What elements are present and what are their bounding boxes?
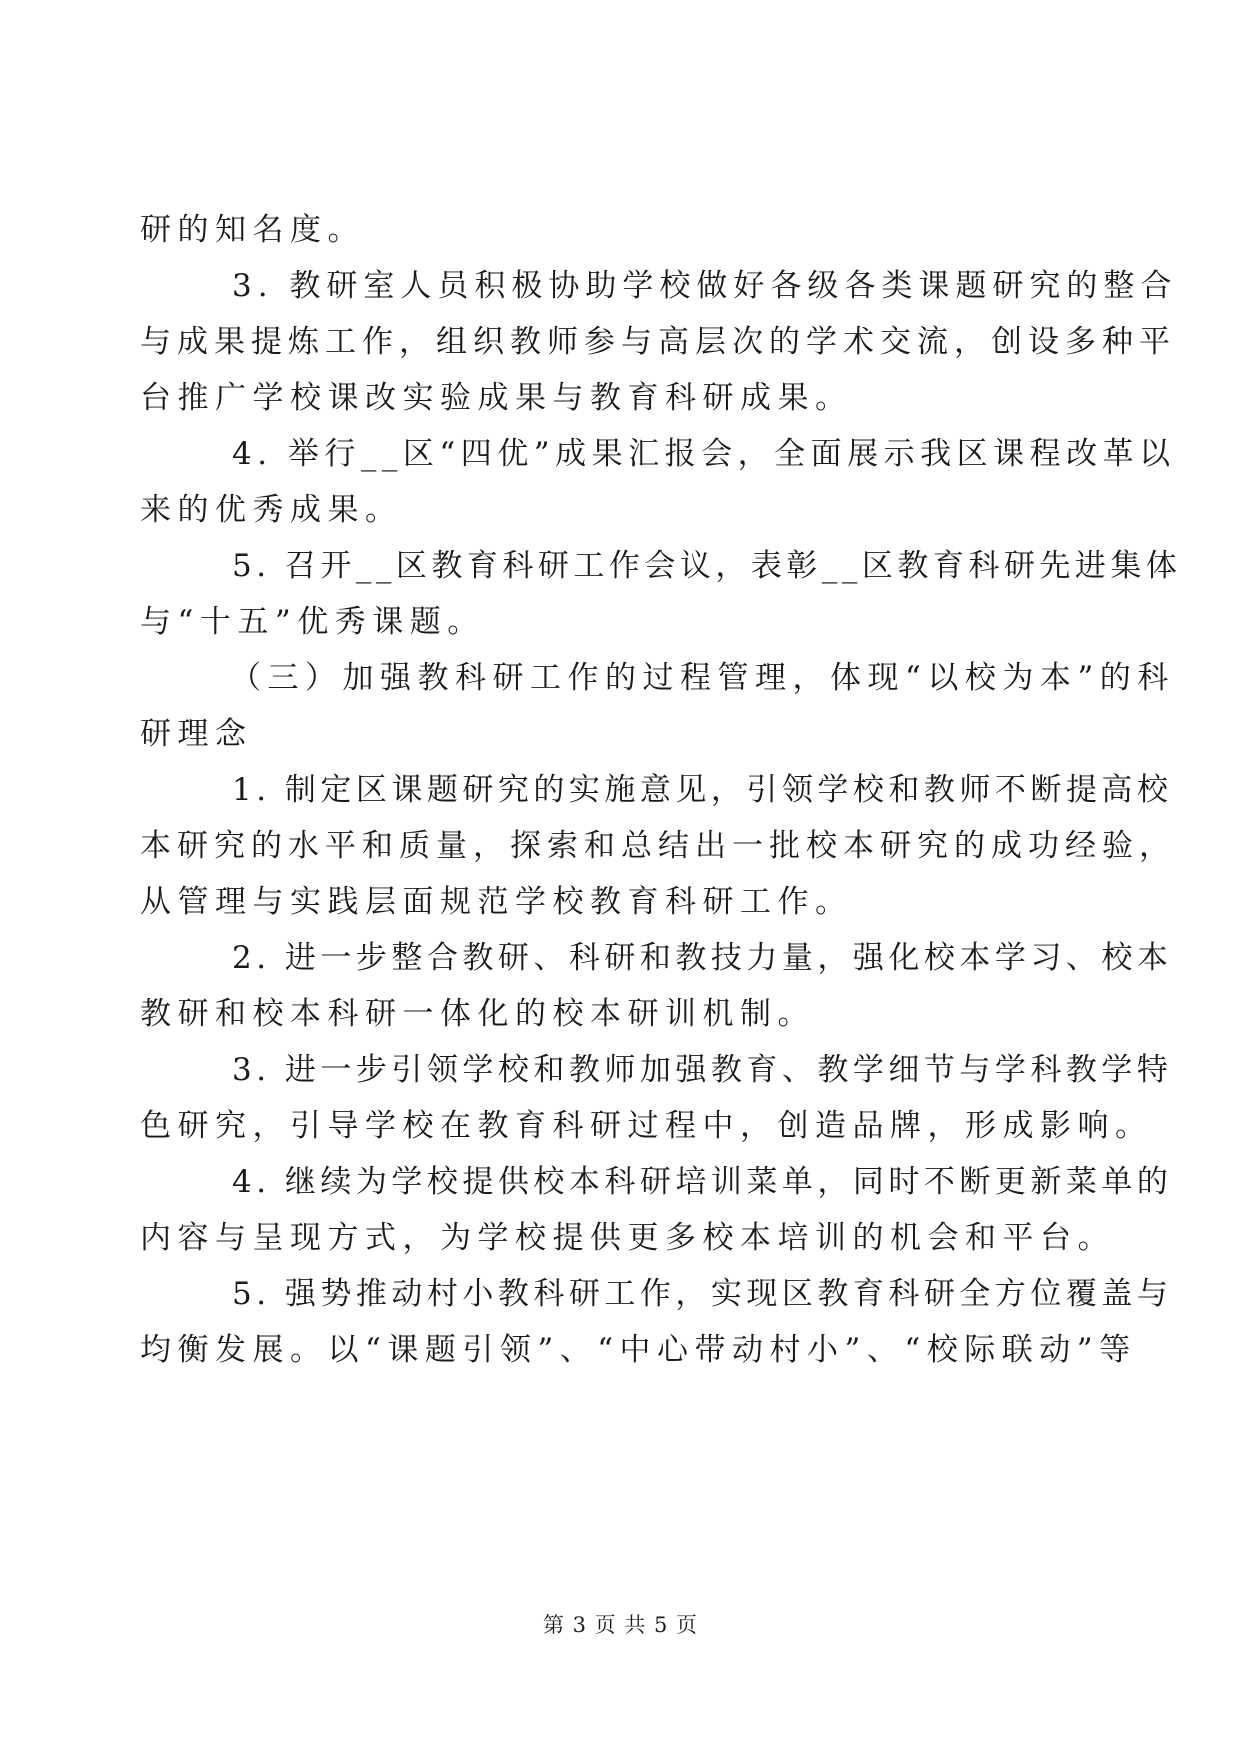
text-line: 5. 召开__区教育科研工作会议，表彰__区教育科研先进集体 — [232, 548, 1182, 584]
text-line: 研的知名度。 — [140, 212, 365, 248]
text-line: 3. 教研室人员积极协助学校做好各级各类课题研究的整合 — [232, 268, 1178, 304]
text-line: 色研究，引导学校在教育科研过程中，创造品牌，形成影响。 — [140, 1108, 1153, 1144]
page-number-footer: 第 3 页 共 5 页 — [542, 1613, 699, 1637]
text-line: 本研究的水平和质量，探索和总结出一批校本研究的成功经验， — [140, 828, 1176, 864]
text-line: 均衡发展。以“课题引领”、“中心带动村小”、“校际联动”等 — [140, 1332, 1137, 1368]
text-line: 与“十五”优秀课题。 — [140, 604, 485, 640]
text-line: 教研和校本科研一体化的校本研训机制。 — [140, 996, 815, 1032]
text-line: 3. 进一步引领学校和教师加强教育、教学细节与学科教学特 — [232, 1052, 1173, 1088]
text-line: 内容与呈现方式，为学校提供更多校本培训的机会和平台。 — [140, 1220, 1115, 1256]
text-line: 与成果提炼工作，组织教师参与高层次的学术交流，创设多种平 — [140, 324, 1176, 360]
text-line: 4. 举行__区“四优”成果汇报会，全面展示我区课程改革以 — [232, 436, 1176, 472]
text-line: 4. 继续为学校提供校本科研培训菜单，同时不断更新菜单的 — [232, 1164, 1173, 1200]
text-line: 5. 强势推动村小教科研工作，实现区教育科研全方位覆盖与 — [232, 1276, 1173, 1312]
text-line: 2. 进一步整合教研、科研和教技力量，强化校本学习、校本 — [232, 940, 1173, 976]
text-line: 来的优秀成果。 — [140, 492, 403, 528]
section-heading: （三）加强教科研工作的过程管理，体现“以校为本”的科 — [230, 660, 1175, 696]
text-line: 从管理与实践层面规范学校教育科研工作。 — [140, 884, 853, 920]
text-line: 台推广学校课改实验成果与教育科研成果。 — [140, 380, 853, 416]
text-line: 1. 制定区课题研究的实施意见，引领学校和教师不断提高校 — [232, 772, 1173, 808]
section-heading: 研理念 — [140, 716, 253, 752]
